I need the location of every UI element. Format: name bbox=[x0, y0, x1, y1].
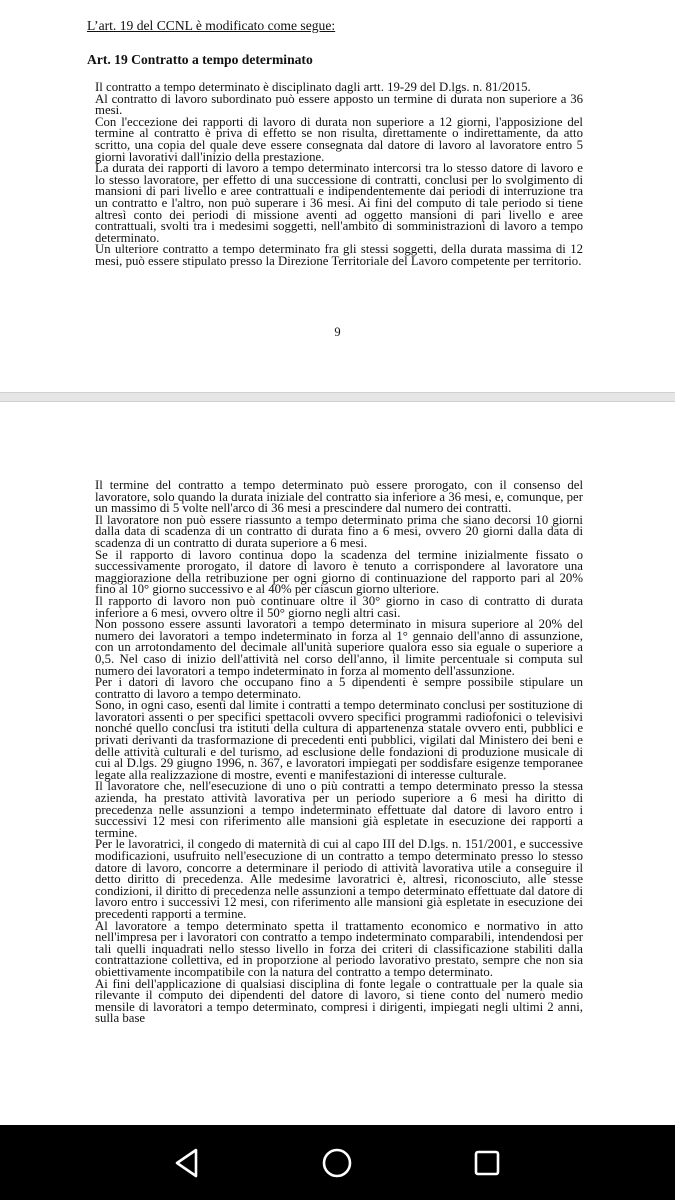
paragraph: La durata dei rapporti di lavoro a tempo determinato intercorsi tra lo stesso datore di lavoro e lo stesso lavoratore, per effetto di una successione di contratti, conclusi per lo svolgimento di mansioni di pari livello e aree contrattuali e indipendentemente dai periodi di interruzione tra un contratto e l'altro, non può superare i 36 mesi. Ai fini del computo di tale periodo si tiene altresì conto dei periodi di missione aventi ad oggetto mansioni di pari livello e aree contrattuali, svolti tra i medesimi soggetti, nell'ambito di somministrazioni di lavoro a tempo determinato. bbox=[95, 161, 583, 245]
article-body-continued bbox=[95, 480, 583, 1025]
recent-square-icon[interactable] bbox=[467, 1143, 507, 1183]
android-navigation-bar bbox=[0, 1125, 675, 1200]
paragraph: Se il rapporto di lavoro continua dopo la scadenza del termine inizialmente fissato o successivamente prorogato, il datore di lavoro è tenuto a corrispondere al lavoratore una maggiorazione della retribuzione per ogni giorno di continuazione del rapporto pari al 20% fino al 10° giorno successivo e al 40% per ciascun giorno ulteriore. bbox=[95, 547, 583, 597]
paragraph: Un ulteriore contratto a tempo determinato fra gli stessi soggetti, della durata massima di 12 mesi, può essere stipulato presso la Direzione Territoriale del Lavoro competente per territorio. bbox=[95, 242, 583, 268]
document-page-10 bbox=[0, 402, 675, 1125]
amendment-header: L’art. 19 del CCNL è modificato come segue: bbox=[87, 18, 336, 33]
paragraph: Il contratto a tempo determinato è disciplinato dagli artt. 19-29 del D.lgs. n. 81/2015. bbox=[95, 80, 531, 94]
paragraph: Per le lavoratrici, il congedo di maternità di cui al capo III del D.lgs. n. 151/2001, e successive modificazioni, usufruito nell'esecuzione di un contratto a tempo determinato presso lo stesso datore di lavoro, concorre a determinare il periodo di attività lavorativa utile a conseguire il detto diritto di precedenza. Alle medesime lavoratrici è, altresì, riconosciuto, alle stesse condizioni, il diritto di precedenza nelle assunzioni a tempo determinato effettuate dal datore di lavoro entro i successivi 12 mesi, con riferimento alle mansioni già espletate in esecuzione dei precedenti rapporti a termine. bbox=[95, 837, 583, 921]
paragraph: Sono, in ogni caso, esenti dal limite i contratti a tempo determinato conclusi per sostituzione di lavoratori assenti o per specifici spettacoli ovvero specifici programmi radiofonici o televisivi nonché quello conclusi tra istituti della cultura di appartenenza statale ovvero enti, pubblici e privati derivanti da trasformazione di precedenti enti pubblici, vigilati dal Ministero dei beni e delle attività culturali e del turismo, ad esclusione delle fondazioni di produzione musicale di cui al D.lgs. 29 giugno 1996, n. 367, e lavoratori impiegati per soddisfare esigenze temporanee legate alla realizzazione di mostre, eventi e manifestazioni di interesse culturale. bbox=[95, 698, 583, 782]
page-number: 9 bbox=[334, 325, 341, 339]
paragraph: Il lavoratore non può essere riassunto a tempo determinato prima che siano decorsi 10 giorni dalla data di scadenza di un contratto di durata fino a 6 mesi, ovvero 20 giorni dalla data di scadenza di un contratto di durata superiore a 6 mesi. bbox=[95, 512, 583, 550]
back-triangle-icon[interactable] bbox=[168, 1143, 208, 1183]
paragraph: Per i datori di lavoro che occupano fino a 5 dipendenti è sempre possibile stipulare un contratto di lavoro a tempo determinato. bbox=[95, 675, 583, 701]
article-body bbox=[95, 82, 583, 268]
paragraph: Il rapporto di lavoro non può continuare oltre il 30° giorno in caso di contratto di durata inferiore a 6 mesi, ovvero oltre il 50° giorno negli altri casi. bbox=[95, 593, 583, 620]
paragraph: Al contratto di lavoro subordinato può essere apposto un termine di durata non superiore a 36 mesi. bbox=[95, 91, 583, 118]
paragraph: Ai fini dell'applicazione di qualsiasi disciplina di fonte legale o contrattuale per la quale sia rilevante il computo dei dipendenti del datore di lavoro, si tiene conto del numero medio mensile di lavoratori a tempo determinato, compresi i dirigenti, impiegati negli ultimi 2 anni, sulla base bbox=[95, 976, 583, 1026]
article-title: Art. 19 Contratto a tempo determinato bbox=[87, 52, 313, 67]
paragraph: Al lavoratore a tempo determinato spetta il trattamento economico e normativo in atto nell'impresa per i lavoratori con contratto a tempo indeterminato comparabili, intendendosi per tali quelli inquadrati nello stesso livello in forza dei criteri di classificazione stabiliti dalla contrattazione collettiva, ed in proporzione al periodo lavorativo prestato, sempre che non sia obiettivamente incompatibile con la natura del contratto a tempo determinato. bbox=[95, 918, 583, 979]
home-circle-icon[interactable] bbox=[317, 1143, 357, 1183]
page-separator bbox=[0, 392, 675, 402]
paragraph: Il lavoratore che, nell'esecuzione di uno o più contratti a tempo determinato presso la stessa azienda, ha prestato attività lavorativa per un periodo superiore a 6 mesi ha diritto di precedenza nelle assunzioni a tempo indeterminato effettuate dal datore di lavoro entro i successivi 12 mesi con riferimento alle mansioni già espletate in esecuzione dei rapporti a termine. bbox=[95, 779, 583, 840]
document-page-9 bbox=[0, 0, 675, 392]
paragraph: Non possono essere assunti lavoratori a tempo determinato in misura superiore al 20% del numero dei lavoratori a tempo indeterminato in forza al 1° gennaio dell'anno di assunzione, con un arrotondamento del decimale all'unità superiore qualora esso sia eguale o superiore a 0,5. Nel caso di inizio dell'attività nel corso dell'anno, il limite percentuale si computa sul numero dei lavoratori a tempo indeterminato in forza al momento dell'assunzione. bbox=[95, 617, 583, 678]
paragraph: Con l'eccezione dei rapporti di lavoro di durata non superiore a 12 giorni, l'apposizione del termine al contratto è priva di effetto se non risulta, direttamente o indirettamente, da atto scritto, una copia del quale deve essere consegnata dal datore di lavoro al lavoratore entro 5 giorni lavorativi dall'inizio della prestazione. bbox=[95, 114, 583, 164]
paragraph: Il termine del contratto a tempo determinato può essere prorogato, con il consenso del lavoratore, solo quando la durata iniziale del contratto sia inferiore a 36 mesi, e, comunque, per un massimo di 5 volte nell'arco di 36 mesi a prescindere dal numero dei contratti. bbox=[95, 478, 583, 516]
